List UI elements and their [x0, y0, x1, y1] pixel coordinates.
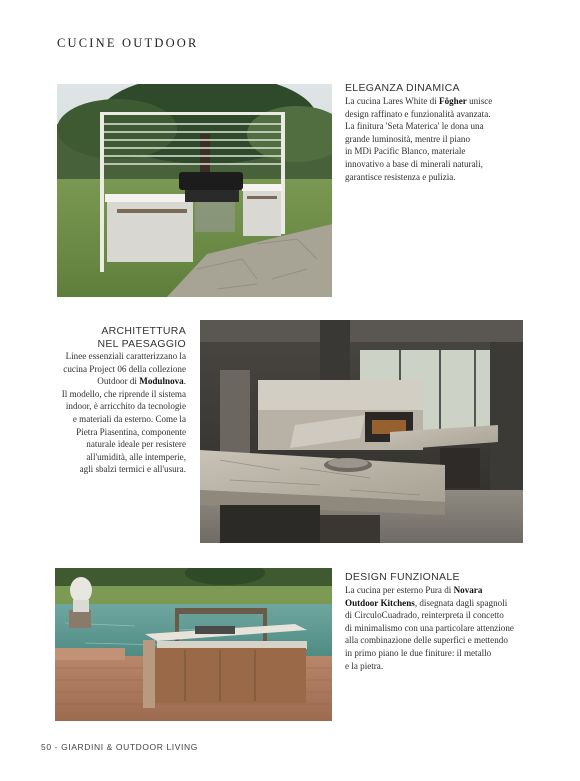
article-2-line-5: indoor, è arricchito da tecnologie — [65, 401, 186, 412]
article-1-line-4: grande luminosità, mentre il piano — [345, 133, 471, 144]
photo-project06-kitchen — [200, 320, 523, 543]
article-3-line-4: di minimalismo con una particolare attenzione — [345, 622, 514, 633]
article-2-line-1: Linee essenziali caratterizzano la — [65, 351, 186, 361]
brand-name: Novara — [453, 585, 483, 595]
article-2-line-2: cucina Project 06 della collezione — [63, 363, 186, 374]
article-2-line-4: Il modello, che riprende il sistema — [61, 388, 186, 399]
article-1-line-3: La finitura 'Seta Materica' le dona una — [345, 121, 484, 132]
footer-separator: - — [54, 742, 59, 752]
article-2-line-9: all'umidità, alle intemperie, — [86, 451, 186, 462]
article-3-heading: DESIGN FUNZIONALE — [345, 571, 460, 583]
brand-name: Outdoor Kitchens — [345, 597, 415, 608]
article-3-line-7: e la pietra. — [345, 660, 384, 671]
article-1-heading: ELEGANZA DINAMICA — [345, 82, 460, 94]
article-3-body — [345, 584, 540, 672]
article-2-heading-line-2: NEL PAESAGGIO — [97, 337, 186, 350]
magazine-name: GIARDINI & OUTDOOR LIVING — [61, 742, 198, 752]
article-2-line-10: agli sbalzi termici e all'usura. — [79, 464, 186, 475]
article-3-line-2: Outdoor Kitchens, disegnata dagli spagnoli — [345, 597, 508, 608]
article-1-line-7: garantisce resistenza e pulizia. — [345, 171, 456, 182]
article-2-line-6: e materiali da esterno. Come la — [72, 413, 186, 424]
article-3-line-3: di CirculoCuadrado, reinterpreta il concetto — [345, 610, 504, 621]
article-2-body — [40, 350, 186, 476]
article-1-line-6: innovativo a base di minerali naturali, — [345, 158, 483, 169]
article-2-line-8: naturale ideale per resistere — [86, 439, 186, 450]
brand-name: Modulnova — [139, 376, 184, 387]
section-title: CUCINE OUTDOOR — [57, 36, 199, 50]
page-number: 50 — [41, 742, 52, 752]
article-3-line-1: La cucina per esterno Pura di Novara — [345, 585, 483, 595]
article-1-line-5: in MDi Pacific Blanco, materiale — [345, 146, 466, 157]
photo-pura-kitchen — [55, 568, 332, 721]
article-2-heading — [80, 325, 186, 350]
article-1-body — [345, 95, 535, 183]
article-2-heading-line-1: ARCHITETTURA — [101, 325, 186, 337]
article-3-line-5: alla combinazione delle superfici e mettendo — [345, 635, 508, 646]
article-2-line-7: Pietra Piasentina, componente — [76, 426, 186, 437]
article-1-line-1: La cucina Lares White di Fôgher unisce — [345, 96, 493, 106]
page-footer — [41, 742, 201, 752]
article-3-line-6: in primo piano le due finiture: il metallo — [345, 647, 492, 658]
photo-lares-white-kitchen — [57, 84, 332, 297]
article-2-line-3: Outdoor di Modulnova. — [97, 376, 186, 387]
article-1-line-2: design raffinato e funzionalità avanzata. — [345, 108, 491, 119]
brand-name: Fôgher — [439, 96, 467, 106]
